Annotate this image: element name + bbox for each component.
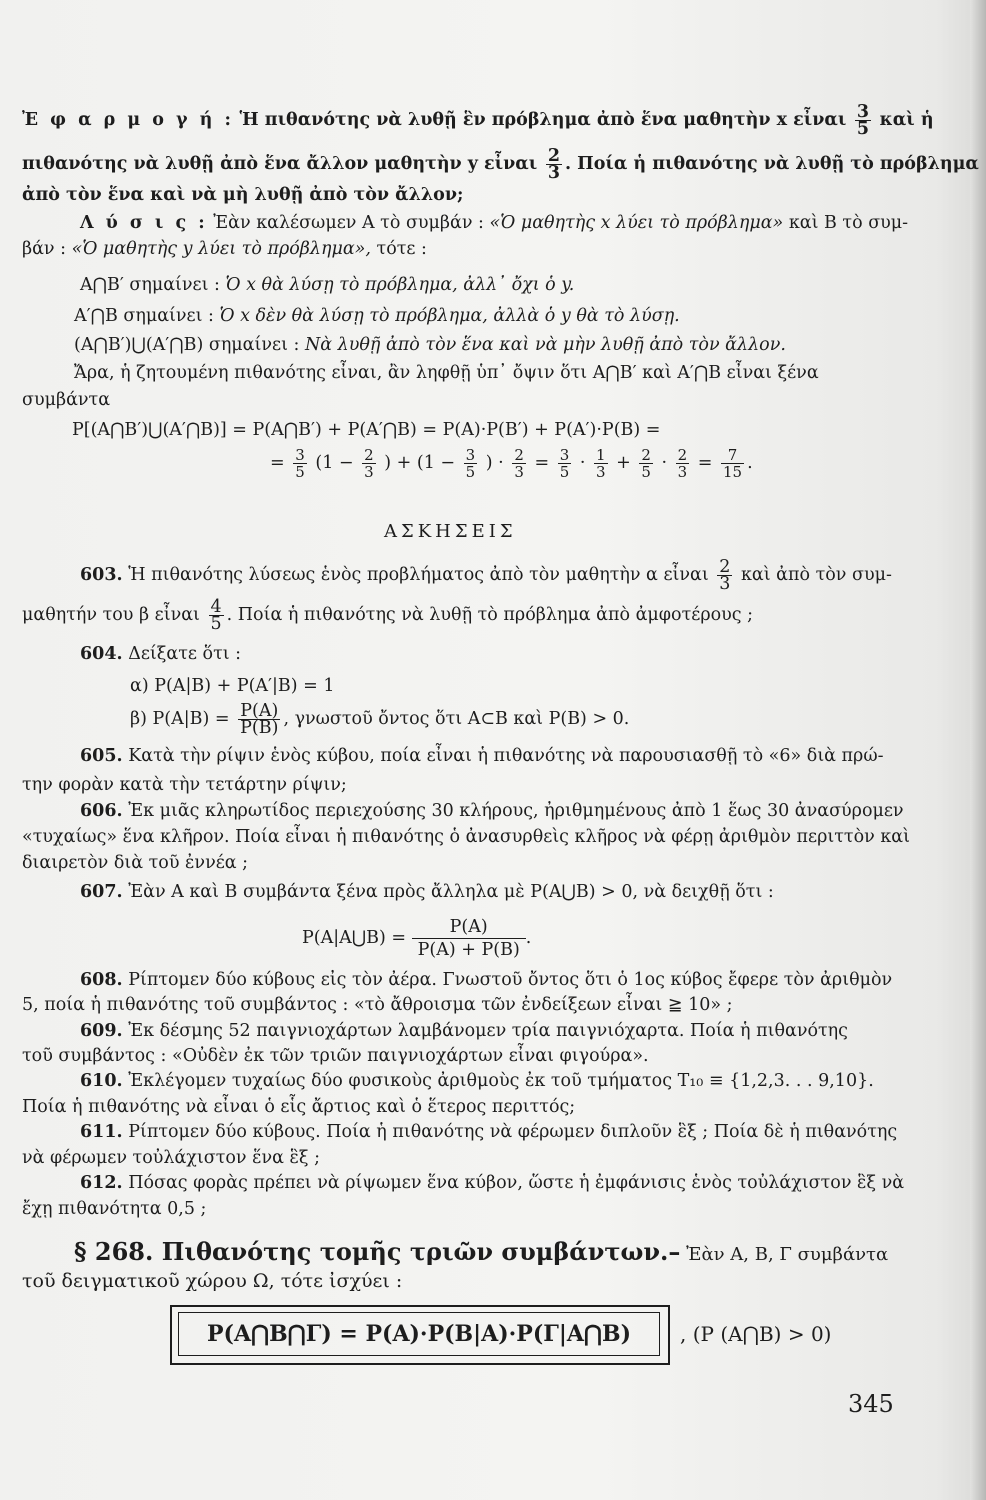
exercise-607-line-1: 607. Ἐὰν A καὶ B συμβάντα ξένα πρὸς ἄλληλα μὲ P(A⋃B) > 0, νὰ δειχθῇ ὅτι : — [80, 882, 774, 902]
solution-row-2: A′⋂B σημαίνει : Ὁ x δὲν θὰ λύσῃ τὸ πρόβλημα, ἀλλὰ ὁ y θὰ τὸ λύσῃ. — [74, 306, 680, 326]
exercise-603-line-2: μαθητήν του β εἶναι $\frac{4}{5}$ . Ποία ἡ πιθανότης νὰ λυθῇ τὸ πρόβλημα ἀπὸ ἀμφοτέρους ; — [22, 597, 754, 634]
exercise-608-line-2: 5, ποία ἡ πιθανότης τοῦ συμβάντος : «τὸ ἄθροισμα τῶν ἐνδείξεων εἶναι ≧ 10» ; — [22, 995, 733, 1015]
exercise-606-line-3: διαιρετὸν διὰ τοῦ ἐννέα ; — [22, 853, 249, 873]
solution-row-3: (A⋂B′)⋃(A′⋂B) σημαίνει : Νὰ λυθῇ ἀπὸ τὸν ἕνα καὶ νὰ μὴν λυθῇ ἀπὸ τὸν ἄλλον. — [74, 335, 786, 355]
exercise-612-line-1: 612. Πόσας φορὰς πρέπει νὰ ρίψωμεν ἕνα κύβον, ὥστε ἡ ἐμφάνισις ἑνὸς τοὐλάχιστον ἓξ νὰ — [80, 1173, 905, 1193]
exercise-607-formula: P(A|A⋃B) = $\frac{P(A)}{P(A) + P(B)}$ . — [302, 917, 532, 960]
section-heading: § 268. Πιθανότης τομῆς τριῶν συμβάντων.– Ἐὰν A, B, Γ συμβάντα — [74, 1237, 889, 1266]
application-line-3: ἀπὸ τὸν ἕνα καὶ νὰ μὴ λυθῇ ἀπὸ τὸν ἄλλον; — [22, 185, 464, 205]
exercise-605-line-2: την φορὰν κατὰ τὴν τετάρτην ρίψιν; — [22, 775, 347, 795]
exercise-610-line-2: Ποία ἡ πιθανότης νὰ εἶναι ὁ εἷς ἄρτιος καὶ ὁ ἕτερος περιττός; — [22, 1097, 576, 1117]
section-line-2: τοῦ δειγματικοῦ χώρου Ω, τότε ἰσχύει : — [22, 1270, 403, 1292]
exercise-610-line-1: 610. Ἐκλέγομεν τυχαίως δύο φυσικοὺς ἀριθμοὺς ἐκ τοῦ τμήματος T₁₀ ≡ {1,2,3. . . 9,10}. — [80, 1071, 874, 1091]
exercise-604-line-1: 604. Δείξατε ὅτι : — [80, 644, 242, 664]
solution-formula-1: P[(A⋂B′)⋃(A′⋂B)] = P(A⋂B′) + P(A′⋂B) = P(A)·P(B′) + P(A′)·P(B) = — [72, 420, 661, 440]
exercise-612-line-2: ἔχῃ πιθανότητα 0,5 ; — [22, 1199, 207, 1219]
application-line-2: πιθανότης νὰ λυθῇ ἀπὸ ἕνα ἄλλον μαθητὴν y εἶναι $\frac{2}{3}$ . Ποία ἡ πιθανότης νὰ λυθῇ τὸ πρόβλημα — [22, 146, 979, 183]
fraction: $\frac{2}{3}$ — [547, 146, 560, 183]
exercise-611-line-2: νὰ φέρωμεν τοὐλάχιστον ἕνα ἓξ ; — [22, 1148, 321, 1168]
solution-line-6: συμβάντα — [22, 390, 111, 410]
solution-row-1: A⋂B′ σημαίνει : Ὁ x θὰ λύσῃ τὸ πρόβλημα, ἀλλ᾽ ὄχι ὁ y. — [80, 275, 575, 295]
exercise-604-a: α) P(A|B) + P(A′|B) = 1 — [130, 676, 335, 696]
fraction: $\frac{3}{5}$ — [856, 102, 870, 139]
exercise-609-line-2: τοῦ συμβάντος : «Οὐδὲν ἐκ τῶν τριῶν παιγνιοχάρτων εἶναι φιγούρα». — [22, 1046, 649, 1066]
page-number: 345 — [848, 1390, 894, 1418]
page-spine-shadow — [970, 0, 986, 1500]
exercise-611-line-1: 611. Ρίπτομεν δύο κύβους. Ποία ἡ πιθανότης νὰ φέρωμεν διπλοῦν ἓξ ; Ποία δὲ ἡ πιθανότης — [80, 1122, 898, 1142]
exercise-606-line-1: 606. Ἐκ μιᾶς κληρωτίδος περιεχούσης 30 κλήρους, ἠριθμημένους ἀπὸ 1 ἕως 30 ἀνασύρομεν — [80, 801, 904, 821]
exercise-609-line-1: 609. Ἐκ δέσμης 52 παιγνιοχάρτων λαμβάνομεν τρία παιγνιόχαρτα. Ποία ἡ πιθανότης — [80, 1021, 848, 1041]
solution-line-2: βάν : «Ὁ μαθητὴς y λύει τὸ πρόβλημα», τότε : — [22, 239, 427, 259]
exercise-604-b: β) P(A|B) = $\frac{P(A)}{P(B)}$ , γνωστοῦ ὄντος ὅτι A⊂B καὶ P(B) > 0. — [130, 701, 630, 738]
exercise-603-line-1: 603. Ἡ πιθανότης λύσεως ἑνὸς προβλήματος ἀπὸ τὸν μαθητὴν α εἶναι $\frac{2}{3}$ καὶ ἀπὸ τὸν συμ- — [80, 557, 892, 594]
application-label: Ἐ φ α ρ μ ο γ ή : — [22, 110, 234, 130]
exercise-606-line-2: «τυχαίως» ἕνα κλῆρον. Ποία εἶναι ἡ πιθανότης ὁ ἀνασυρθεὶς κλῆρος νὰ φέρῃ ἀριθμὸν περιττὸν καὶ — [22, 827, 910, 847]
boxed-formula: P(A⋂B⋂Γ) = P(A)·P(B|A)·P(Γ|A⋂B) — [178, 1312, 660, 1356]
formula-condition: , (P (A⋂B) > 0) — [680, 1322, 832, 1346]
solution-label: Λ ύ σ ι ς : — [80, 213, 208, 233]
exercise-608-line-1: 608. Ρίπτομεν δύο κύβους εἰς τὸν ἀέρα. Γνωστοῦ ὄντος ὅτι ὁ 1ος κύβος ἔφερε τὸν ἀριθμὸν — [80, 970, 893, 990]
application-line-1: Ἐ φ α ρ μ ο γ ή : Ἡ πιθανότης νὰ λυθῇ ἓν πρόβλημα ἀπὸ ἕνα μαθητὴν x εἶναι $\frac{3}{5}$ καὶ ἡ — [22, 102, 934, 139]
exercises-title: ΑΣΚΗΣΕΙΣ — [384, 521, 517, 542]
solution-line-1: Λ ύ σ ι ς : Ἐὰν καλέσωμεν A τὸ συμβάν : «Ὁ μαθητὴς x λύει τὸ πρόβλημα» καὶ B τὸ συμ- — [80, 213, 909, 233]
solution-line-5: Ἄρα, ἡ ζητουμένη πιθανότης εἶναι, ἂν ληφθῇ ὑπ᾽ ὄψιν ὅτι A⋂B′ καὶ A′⋂B εἶναι ξένα — [74, 363, 819, 383]
exercise-605-line-1: 605. Κατὰ τὴν ρίψιν ἑνὸς κύβου, ποία εἶναι ἡ πιθανότης νὰ παρουσιασθῇ τὸ «6» διὰ πρώ- — [80, 746, 884, 766]
solution-formula-2: = $\frac{3}{5}$ (1 − $\frac{2}{3}$ ) + (1 − $\frac{3}{5}$ ) · $\frac{2}{3}$ = $\frac{3}{5}$ · $\frac{1}{3}$ + $\frac{2}{5}$ · $\frac{2}{3}$ = $\frac{7}{15}$ . — [270, 446, 753, 481]
